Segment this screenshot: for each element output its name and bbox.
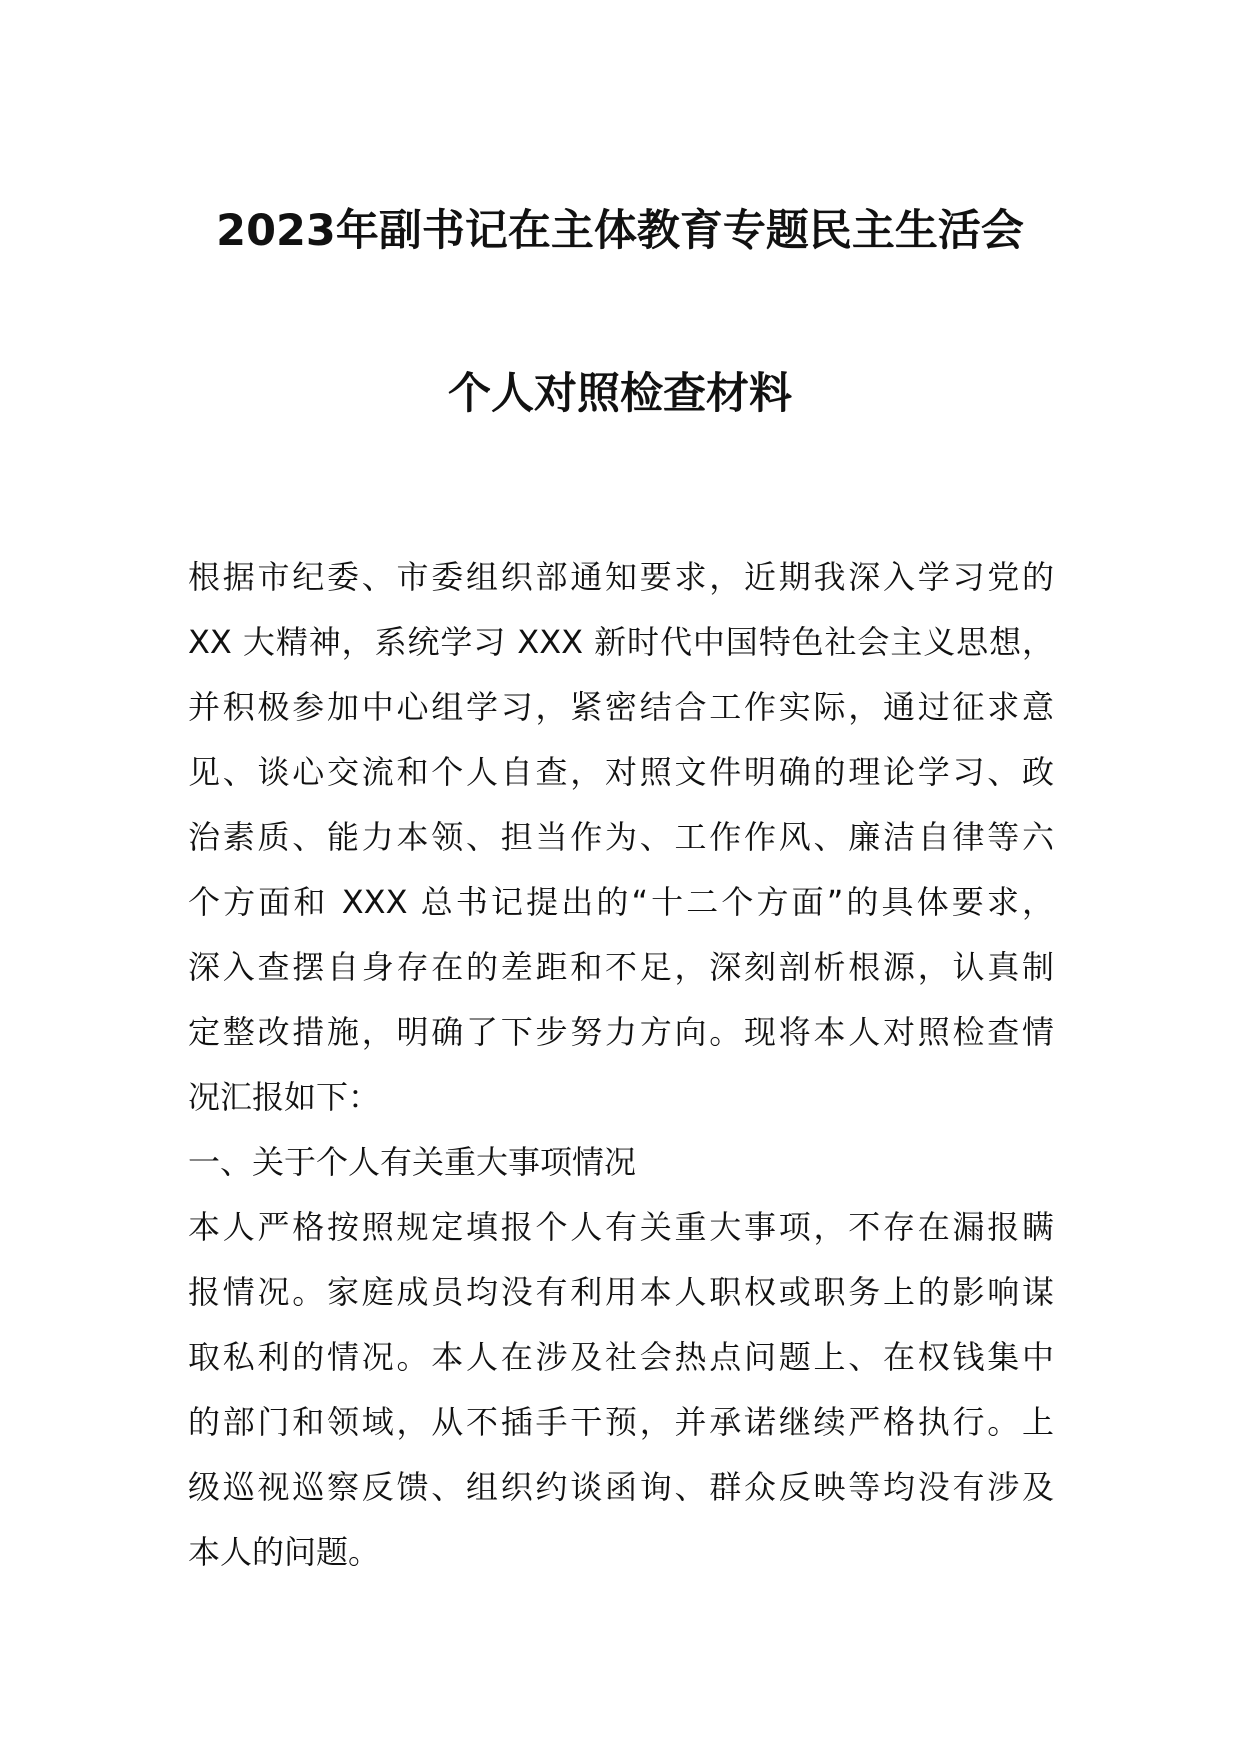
intro-paragraph [188,545,1054,1130]
section-1-line: 的部门和领域，从不插手干预，并承诺继续严格执行。上 [188,1403,1054,1441]
intro-line: 见、谈心交流和个人自查，对照文件明确的理论学习、政 [188,753,1054,791]
section-1-line: 级巡视巡察反馈、组织约谈函询、群众反映等均没有涉及 [188,1468,1054,1506]
intro-line: 况汇报如下： [188,1078,381,1116]
document-title-line-1: 2023年副书记在主体教育专题民主生活会 [216,206,1024,256]
intro-line: 个方面和 XXX 总书记提出的“十二个方面”的具体要求， [188,883,1054,921]
intro-line: 并积极参加中心组学习，紧密结合工作实际，通过征求意 [188,688,1054,726]
section-1-line: 本人严格按照规定填报个人有关重大事项，不存在漏报瞒 [188,1208,1054,1246]
intro-line: 定整改措施，明确了下步努力方向。现将本人对照检查情 [188,1013,1054,1051]
intro-line: 深入查摆自身存在的差距和不足，深刻剖析根源，认真制 [188,948,1054,986]
section-1-heading: 一、关于个人有关重大事项情况 [188,1143,637,1181]
section-1-line: 本人的问题。 [188,1533,381,1571]
intro-line: 根据市纪委、市委组织部通知要求，近期我深入学习党的 [188,558,1054,596]
document-title-line-2: 个人对照检查材料 [448,369,792,419]
section-1-line: 报情况。家庭成员均没有利用本人职权或职务上的影响谋 [188,1273,1054,1311]
section-1-paragraph [188,1195,1054,1585]
intro-line: XX 大精神，系统学习 XXX 新时代中国特色社会主义思想， [188,623,1054,661]
intro-line: 治素质、能力本领、担当作为、工作作风、廉洁自律等六 [188,818,1054,856]
section-1-line: 取私利的情况。本人在涉及社会热点问题上、在权钱集中 [188,1338,1054,1376]
